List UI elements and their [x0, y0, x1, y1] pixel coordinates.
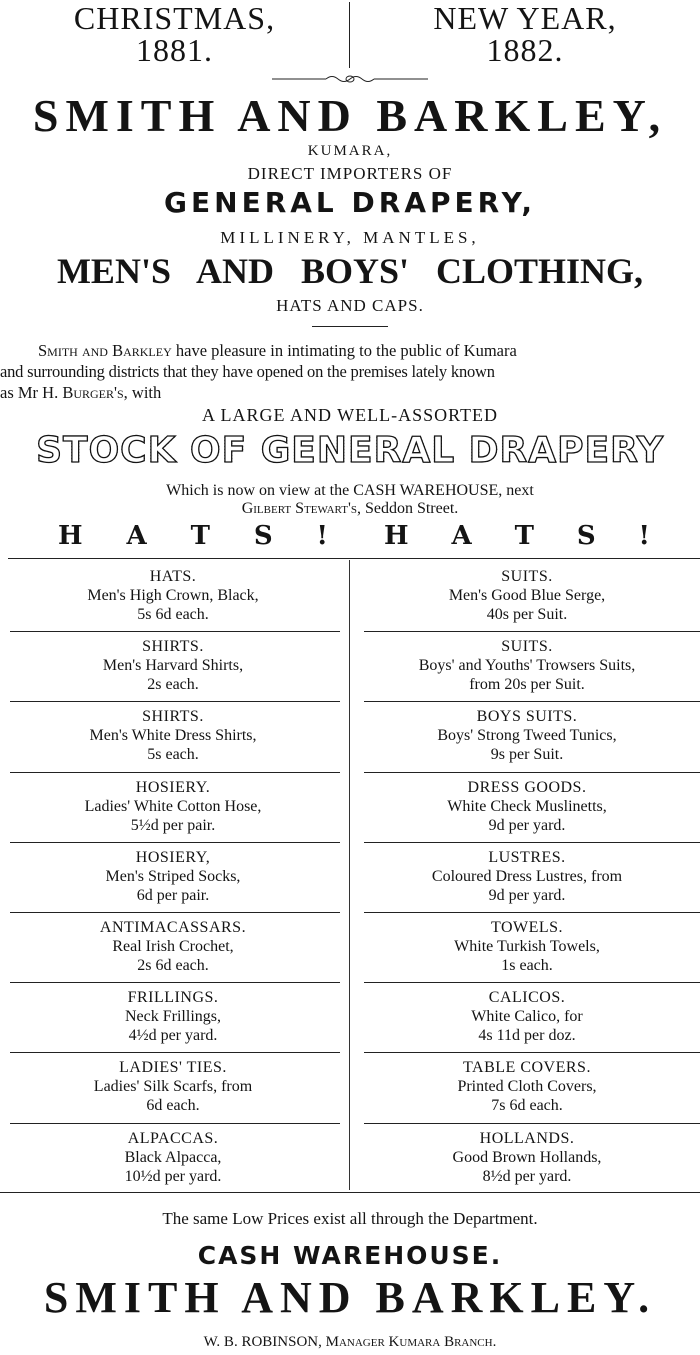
item-desc: White Check Muslinetts, — [447, 797, 607, 815]
item-price: 4s 11d per doz. — [478, 1027, 576, 1045]
price-item — [8, 1058, 338, 1115]
price-item — [362, 707, 692, 764]
hats-letter: T — [514, 521, 534, 551]
row-rule — [10, 912, 340, 913]
price-item — [362, 918, 692, 975]
assorted-line: A LARGE AND WELL-ASSORTED — [201, 405, 499, 425]
firm-clothing: MEN'S AND BOYS' CLOTHING, — [56, 251, 644, 291]
item-title: HOSIERY. — [135, 778, 211, 796]
manager-role: Manager Kumara Branch. — [325, 1334, 497, 1350]
hats-letter: A — [126, 521, 147, 551]
price-item — [362, 988, 692, 1045]
firm-line3: HATS AND CAPS. — [276, 296, 424, 315]
item-title: SUITS. — [501, 568, 553, 585]
price-item — [362, 1129, 692, 1186]
price-item — [8, 567, 338, 624]
price-item — [362, 637, 692, 694]
ornament-divider — [270, 74, 430, 88]
item-title: SHIRTS. — [142, 638, 204, 656]
hats-banner-right — [384, 521, 650, 551]
intro-line3-post: with — [131, 383, 162, 402]
item-price: 9d per yard. — [488, 816, 566, 834]
firm-town: KUMARA, — [307, 143, 393, 159]
item-price: 5s 6d each. — [137, 606, 209, 623]
item-desc: Good Brown Hollands, — [452, 1148, 602, 1166]
item-desc: Men's Striped Socks, — [105, 867, 241, 885]
item-desc: White Calico, for — [471, 1008, 583, 1026]
firm-specialty: GENERAL DRAPERY, — [164, 186, 536, 219]
next-street: Seddon Street. — [364, 500, 459, 517]
item-title: SUITS. — [501, 638, 553, 656]
item-price: 5½d per pair. — [130, 816, 216, 834]
row-rule — [10, 1123, 340, 1124]
hats-letter: T — [190, 521, 210, 551]
item-desc: Ladies' Silk Scarfs, from — [93, 1078, 253, 1096]
item-desc: Boys' and Youths' Trowsers Suits, — [418, 657, 636, 675]
item-price: 9d per yard. — [488, 886, 566, 904]
item-price: from 20s per Suit. — [469, 676, 585, 694]
item-desc: White Turkish Towels, — [454, 938, 600, 955]
price-item — [362, 567, 692, 624]
item-title: CALICOS. — [488, 989, 566, 1007]
firm-name: SMITH AND BARKLEY, — [32, 90, 668, 141]
intro-line3-pre: as Mr H. — [0, 383, 59, 402]
table-top-rule — [8, 558, 700, 559]
firm-line1: DIRECT IMPORTERS OF — [247, 164, 453, 183]
item-desc: Real Irish Crochet, — [112, 938, 234, 955]
intro-line1-text: have pleasure in intimating to the public of Kumara — [175, 341, 517, 360]
item-price: 9s per Suit. — [490, 746, 564, 764]
prices-note: The same Low Prices exist all through the Department. — [162, 1209, 538, 1228]
item-desc: Boys' Strong Tweed Tunics, — [437, 727, 617, 745]
price-item — [362, 1058, 692, 1115]
hats-letter: A — [451, 521, 472, 551]
header-right — [350, 2, 700, 66]
header-right-year: 1882. — [486, 32, 564, 68]
hats-letter: H — [384, 521, 409, 551]
item-desc: Men's High Crown, Black, — [87, 587, 259, 604]
footer-warehouse: CASH WAREHOUSE. — [197, 1241, 503, 1270]
price-item — [8, 988, 338, 1045]
header-right-event: NEW YEAR, — [433, 0, 617, 36]
item-price: 7s 6d each. — [491, 1097, 563, 1115]
table-column-rule — [349, 560, 350, 1190]
intro-rule — [312, 326, 388, 327]
view-line: Which is now on view at the CASH WAREHOUSE, next — [166, 482, 534, 499]
item-price: 8½d per yard. — [482, 1167, 572, 1185]
hats-letter: ! — [316, 521, 328, 551]
row-rule — [364, 631, 700, 632]
hats-letter: H — [58, 521, 83, 551]
manager-name: W. B. ROBINSON, — [203, 1334, 322, 1350]
item-price: 6d per pair. — [136, 886, 210, 904]
item-price: 1s each. — [501, 957, 553, 974]
row-rule — [364, 912, 700, 913]
item-desc: Printed Cloth Covers, — [457, 1078, 597, 1096]
header-left — [0, 2, 349, 66]
item-price: 10½d per yard. — [124, 1167, 222, 1185]
next-name: Gilbert Stewart's, — [241, 500, 361, 517]
row-rule — [10, 701, 340, 702]
item-title: SHIRTS. — [142, 708, 204, 726]
item-desc: Black Alpacca, — [124, 1148, 222, 1166]
intro-line3 — [0, 382, 161, 403]
intro-firm-name: Smith and Barkley — [38, 341, 172, 360]
item-desc: Coloured Dress Lustres, from — [431, 867, 623, 885]
hats-banner-left — [58, 521, 328, 551]
item-price: 6d each. — [146, 1097, 200, 1115]
item-title: TOWELS. — [490, 919, 564, 936]
next-line — [0, 499, 700, 519]
price-item — [362, 778, 692, 835]
item-title: ALPACCAS. — [127, 1129, 219, 1147]
price-item — [8, 848, 338, 905]
item-title: HATS. — [149, 568, 197, 585]
item-desc: Men's Good Blue Serge, — [448, 587, 606, 604]
item-title: TABLE COVERS. — [463, 1059, 591, 1077]
price-item — [362, 848, 692, 905]
firm-line2: MILLINERY, MANTLES, — [220, 228, 480, 247]
table-bottom-rule — [0, 1192, 700, 1193]
intro-line1 — [38, 340, 700, 361]
item-price: 5s each. — [147, 746, 199, 764]
row-rule — [10, 982, 340, 983]
manager-line — [0, 1334, 700, 1351]
row-rule — [364, 842, 700, 843]
row-rule — [10, 1052, 340, 1053]
item-desc: Ladies' White Cotton Hose, — [84, 797, 262, 815]
footer-firm: SMITH AND BARKLEY. — [43, 1273, 657, 1322]
item-title: ANTIMACASSARS. — [99, 919, 247, 936]
item-title: LUSTRES. — [488, 848, 566, 866]
item-title: FRILLINGS. — [127, 989, 219, 1007]
header-left-event: CHRISTMAS, — [73, 0, 276, 36]
row-rule — [364, 772, 700, 773]
row-rule — [10, 772, 340, 773]
row-rule — [10, 631, 340, 632]
item-title: HOSIERY, — [135, 848, 211, 866]
row-rule — [364, 982, 700, 983]
item-title: LADIES' TIES. — [119, 1059, 227, 1077]
item-price: 2s each. — [147, 676, 199, 694]
row-rule — [364, 1123, 700, 1124]
intro-line2: and surrounding districts that they have opened on the premises lately known — [0, 362, 495, 381]
row-rule — [364, 1052, 700, 1053]
hats-letter: S — [576, 521, 596, 551]
item-title: BOYS SUITS. — [476, 708, 578, 726]
intro-line3-name: Burger's, — [62, 383, 128, 402]
item-price: 40s per Suit. — [486, 606, 568, 623]
item-desc: Men's Harvard Shirts, — [102, 657, 244, 675]
item-title: DRESS GOODS. — [467, 778, 587, 796]
item-price: 2s 6d each. — [137, 957, 209, 974]
hats-letter: S — [253, 521, 273, 551]
price-item — [8, 707, 338, 764]
item-title: HOLLANDS. — [479, 1129, 575, 1147]
price-item — [8, 1129, 338, 1186]
row-rule — [364, 701, 700, 702]
item-desc: Men's White Dress Shirts, — [89, 727, 257, 745]
stock-headline: STOCK OF GENERAL DRAPERY — [0, 428, 700, 474]
item-price: 4½d per yard. — [128, 1027, 218, 1045]
row-rule — [10, 842, 340, 843]
price-item — [8, 637, 338, 694]
price-item — [8, 918, 338, 975]
header-left-year: 1881. — [136, 32, 213, 68]
price-item — [8, 778, 338, 835]
item-desc: Neck Frillings, — [125, 1008, 221, 1026]
hats-letter: ! — [638, 521, 650, 551]
